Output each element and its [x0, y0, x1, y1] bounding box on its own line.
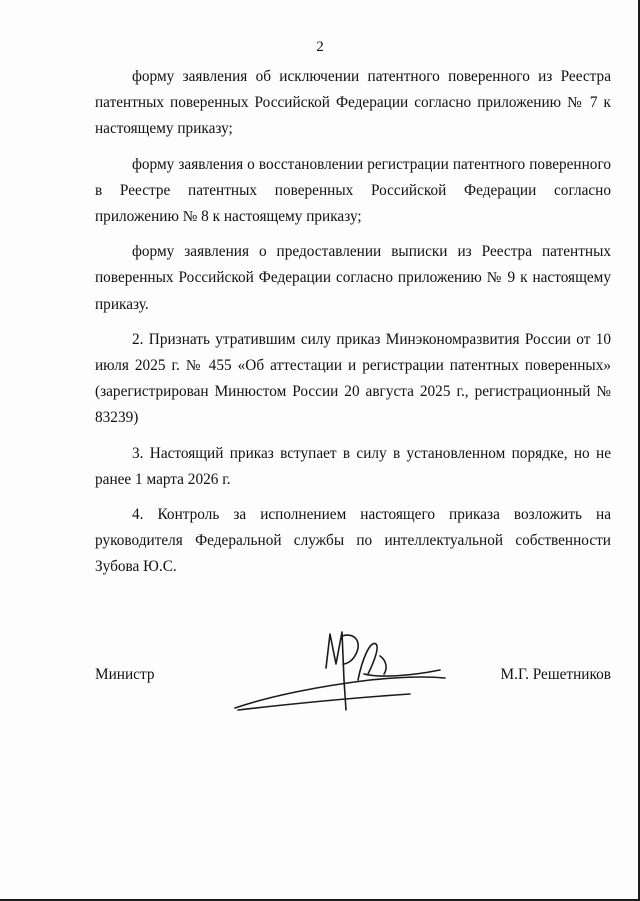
paragraph-appendix-9: форму заявления о предоставлении выписки из Реестра патентных поверенных Российской Федерации согласно приложению № 9 к настоящему приказу. — [95, 243, 611, 313]
paragraph-item-2: 2. Признать утратившим силу приказ Минэкономразвития России от 10 июля 2025 г. № 455 «Об аттестации и регистрации патентных поверенных» (зарегистрирован Минюстом России 20 августа 2025 г., регистрационный № 83239) — [95, 330, 611, 427]
page-number: 2 — [316, 39, 324, 55]
document-body — [95, 64, 611, 590]
paragraph-item-3: 3. Настоящий приказ вступает в силу в установленном порядке, но не ранее 1 марта 2026 г. — [95, 444, 611, 488]
handwritten-signature — [230, 620, 470, 720]
signatory-name: М.Г. Решетников — [500, 666, 611, 683]
signatory-title: Министр — [95, 666, 155, 683]
paragraph-appendix-7: форму заявления об исключении патентного поверенного из Реестра патентных поверенных Российской Федерации согласно приложению № 7 к настоящему приказу; — [95, 68, 611, 138]
paragraph-appendix-8: форму заявления о восстановлении регистрации патентного поверенного в Реестре патентных поверенных Российской Федерации согласно приложению № 8 к настоящему приказу; — [95, 155, 611, 226]
paragraph-item-4: 4. Контроль за исполнением настоящего приказа возложить на руководителя Федеральной службы по интеллектуальной собственности Зубова Ю.С. — [95, 506, 611, 576]
